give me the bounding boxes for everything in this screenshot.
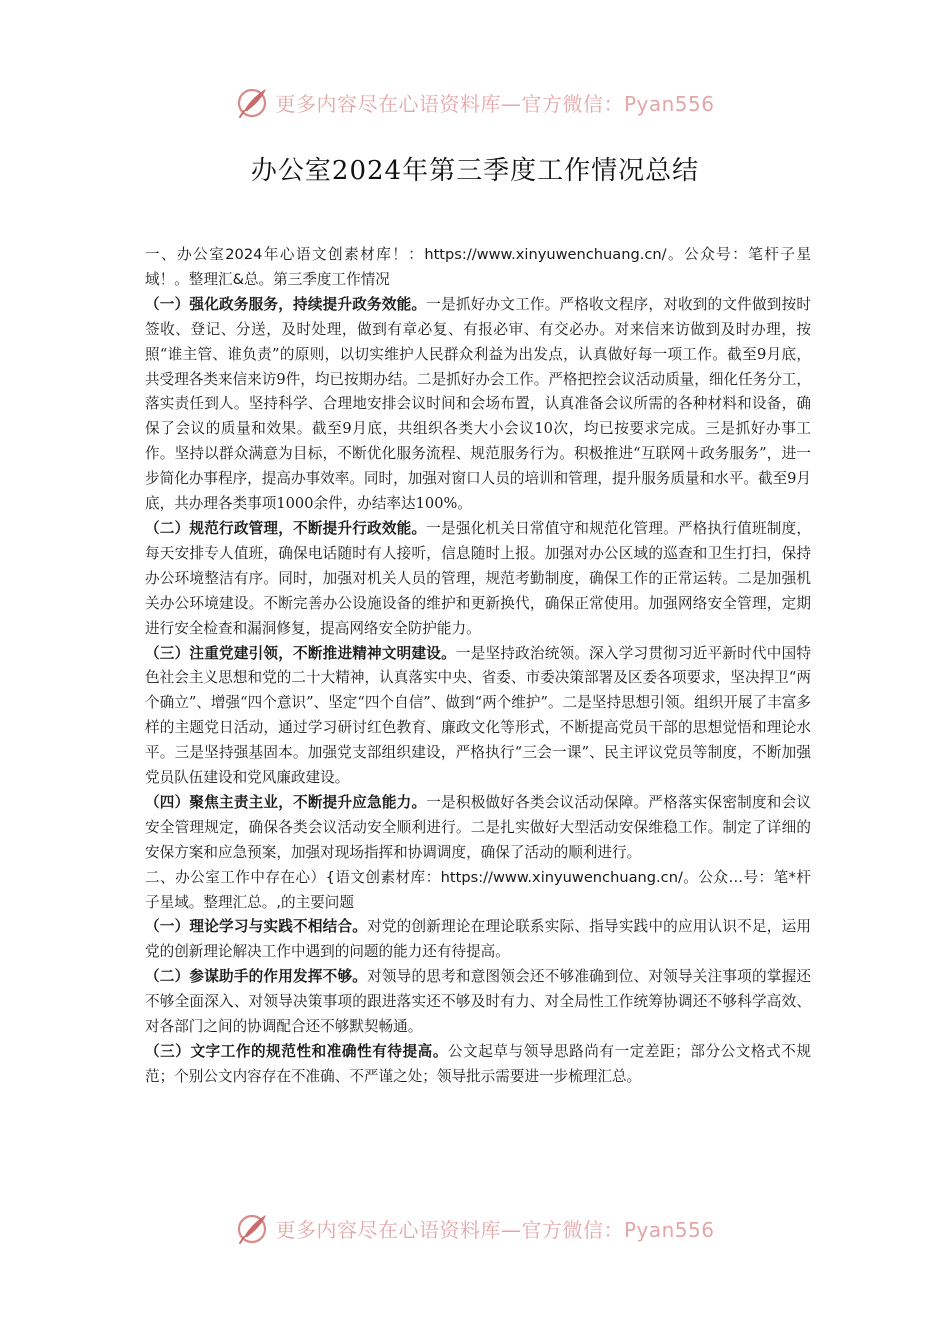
paragraph-body: 对党的创新理论在理论联系实际、指导实践中的应用认识不足，运用党的创新理论解决工作中遇到的问题的能力还有待提高。 — [145, 918, 811, 961]
paragraph-body: 公文起草与领导思路尚有一定差距；部分公文格式不规范；个别公文内容存在不准确、不严谨之处；领导批示需要进一步梳理汇总。 — [145, 1043, 811, 1085]
quill-pen-logo-icon — [235, 84, 271, 120]
paragraph-lead: （二）规范行政管理，不断提升行政效能。 — [145, 519, 427, 537]
paragraph-lead: （四）聚焦主责主业，不断提升应急能力。 — [145, 793, 427, 811]
paragraph-body: 一是强化机关日常值守和规范化管理。严格执行值班制度，每天安排专人值班，确保电话随时有人接听，信息随时上报。加强对办公区域的巡查和卫生打扫，保持办公环境整洁有序。同时，加强对机关人员的管理，规范考勤制度，确保工作的正常运转。二是加强机关办公环境建设。不断完善办公设施设备的维护和更新换代，确保正常使用。加强网络安全管理，定期进行安全检查和漏洞修复，提高网络安全防护能力。 — [145, 519, 811, 637]
section-2-heading: 二、办公室工作中存在心）{语文创素材库：https://www.xinyuwenchuang.cn/。公众…号：笔*杆子星域。整理汇总。,的主要问题 — [145, 868, 811, 911]
watermark-banner-top — [0, 82, 950, 122]
paragraph-body: 一是抓好办文工作。严格收文程序，对收到的文件做到按时签收、登记、分送，及时处理，做到有章必复、有报必审、有交必办。对来信来访做到及时办理，按照“谁主管、谁负责”的原则，以切实维护人民群众利益为出发点，认真做好每一项工作。截至9月底，共受理各类来信来访9件，均已按期办结。二是抓好办会工作。严格把控会议活动质量，细化任务分工，落实责任到人。坚持科学、合理地安排会议时间和会场布置，认真准备会议所需的各种材料和设备，确保了会议的质量和效果。截至9月底，共组织各类大小会议10次，均已按要求完成。三是抓好办事工作。坚持以群众满意为目标，不断优化服务流程、规范服务行为。积极推进“互联网＋政务服务”，进一步简化办事程序，提高办事效率。同时，加强对窗口人员的培训和管理，提升服务质量和水平。截至9月底，共办理各类事项1000余件，办结率达100%。 — [145, 295, 812, 513]
paragraph-body: 一是坚持政治统领。深入学习贯彻习近平新时代中国特色社会主义思想和党的二十大精神，认真落实中央、省委、市委决策部署及区委各项要求，坚决捍卫“两个确立”、增强“四个意识”、坚定“四个自信”、做到“两个维护”。二是坚持思想引领。组织开展了丰富多样的主题党日活动，通过学习研讨红色教育、廉政文化等形式，不断提高党员干部的思想觉悟和理论水平。三是坚持强基固本。加强党支部组织建设，严格执行“三会一课”、民主评议党员等制度，不断加强党员队伍建设和党风廉政建设。 — [145, 644, 811, 787]
paragraph-body: 一是积极做好各类会议活动保障。严格落实保密制度和会议安全管理规定，确保各类会议活动安全顺利进行。二是扎实做好大型活动安保维稳工作。制定了详细的安保方案和应急预案，加强对现场指挥和协调调度，确保了活动的顺利进行。 — [145, 793, 811, 861]
watermark-text: 更多内容尽在心语资料库—官方微信：Pyan556 — [275, 1217, 715, 1242]
paragraph — [145, 293, 811, 517]
paragraph-lead: （一）强化政务服务，持续提升政务效能。 — [145, 295, 427, 313]
quill-pen-logo-icon — [235, 1210, 271, 1246]
document-body — [145, 243, 811, 1090]
paragraph-lead: （一）理论学习与实践不相结合。 — [145, 918, 368, 936]
paragraph — [145, 1040, 811, 1090]
paragraph — [145, 517, 811, 642]
paragraph-body: 对领导的思考和意图领会还不够准确到位、对领导关注事项的掌握还不够全面深入、对领导决策事项的跟进落实还不够及时有力、对全局性工作统筹协调还不够科学高效、对各部门之间的协调配合还不够默契畅通。 — [145, 968, 811, 1036]
paragraph — [145, 965, 811, 1040]
section-1-heading: 一、办公室2024年心语文创素材库！：https://www.xinyuwenchuang.cn/。公众号：笔杆子星域！。整理汇&总。第三季度工作情况 — [145, 246, 811, 288]
watermark-banner-bottom — [0, 1208, 950, 1248]
paragraph-lead: （三）注重党建引领，不断推进精神文明建设。 — [145, 644, 456, 662]
paragraph — [145, 642, 811, 791]
watermark-text: 更多内容尽在心语资料库—官方微信：Pyan556 — [275, 91, 715, 116]
paragraph — [145, 791, 811, 866]
paragraph — [145, 915, 811, 965]
paragraph-lead: （二）参谋助手的作用发挥不够。 — [145, 968, 368, 986]
document-title: 办公室2024年第三季度工作情况总结 — [250, 156, 700, 186]
paragraph-lead: （三）文字工作的规范性和准确性有待提高。 — [145, 1043, 448, 1060]
